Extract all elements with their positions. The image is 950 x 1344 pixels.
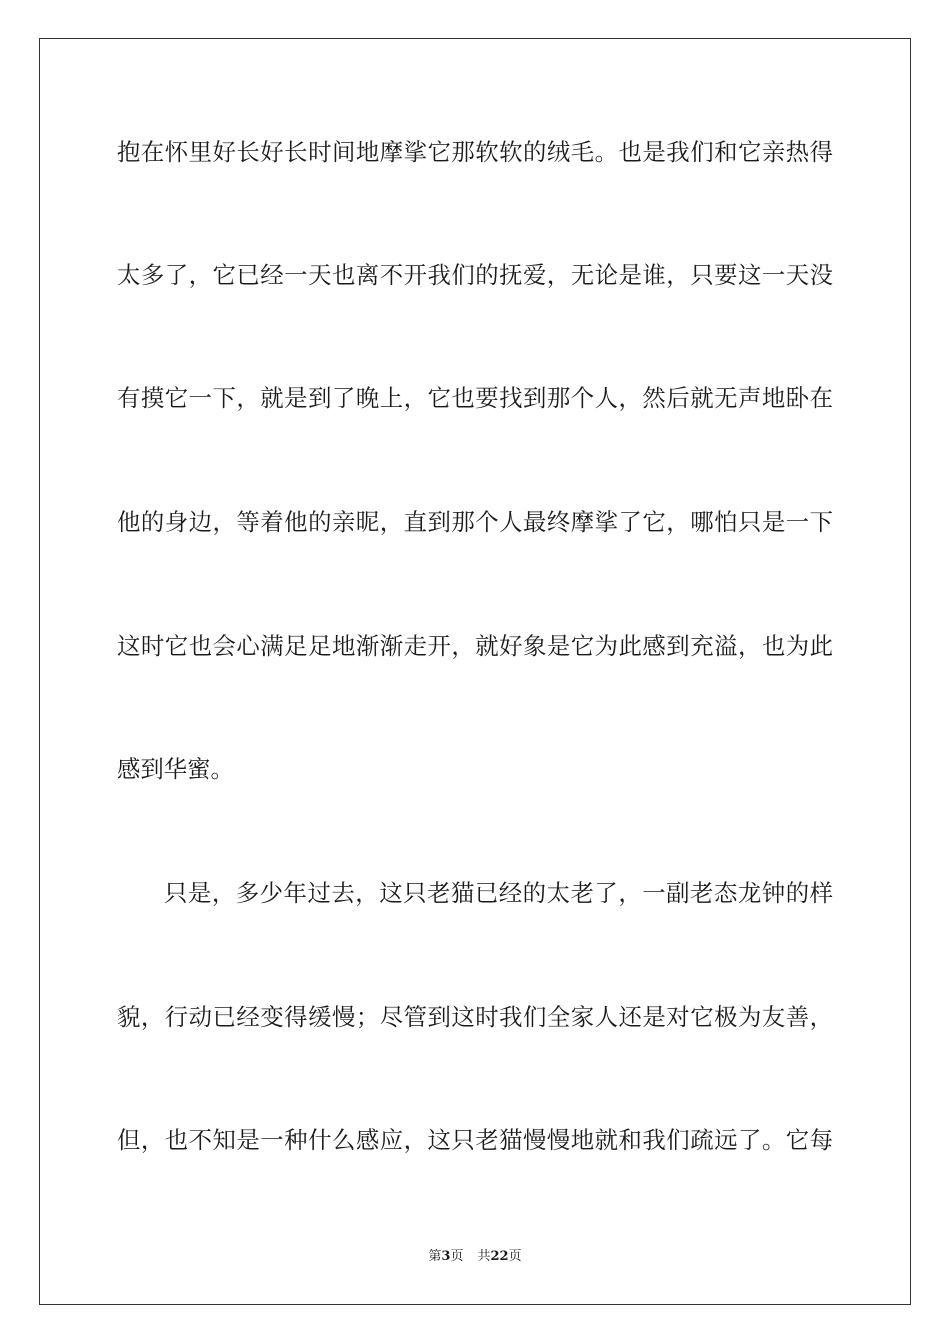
text-line: 感到华蜜。	[117, 755, 234, 783]
total-prefix: 共	[477, 1249, 491, 1264]
page-number-footer	[0, 1248, 950, 1266]
text-line: 貌，行动已经变得缓慢；尽管到这时我们全家人还是对它极为友善，	[117, 1003, 833, 1031]
total-page-count: 22	[490, 1249, 509, 1264]
text-line: 抱在怀里好长好长时间地摩挲它那软软的绒毛。也是我们和它亲热得	[117, 138, 833, 166]
page-border	[39, 38, 911, 1305]
text-line: 太多了，它已经一天也离不开我们的抚爱，无论是谁，只要这一天没	[117, 261, 833, 289]
text-line: 他的身边，等着他的亲昵，直到那个人最终摩挲了它，哪怕只是一下	[117, 508, 833, 536]
current-page-number: 3	[441, 1249, 451, 1264]
paragraph-first-line: 只是，多少年过去，这只老猫已经的太老了，一副老态龙钟的样	[164, 879, 833, 907]
text-line: 但，也不知是一种什么感应，这只老猫慢慢地就和我们疏远了。它每	[117, 1126, 833, 1154]
text-line: 这时它也会心满足足地渐渐走开，就好象是它为此感到充溢，也为此	[117, 632, 833, 660]
total-unit: 页	[508, 1249, 522, 1264]
page-unit: 页	[450, 1249, 464, 1264]
page-prefix: 第	[428, 1249, 442, 1264]
text-line: 有摸它一下，就是到了晚上，它也要找到那个人，然后就无声地卧在	[117, 384, 833, 412]
